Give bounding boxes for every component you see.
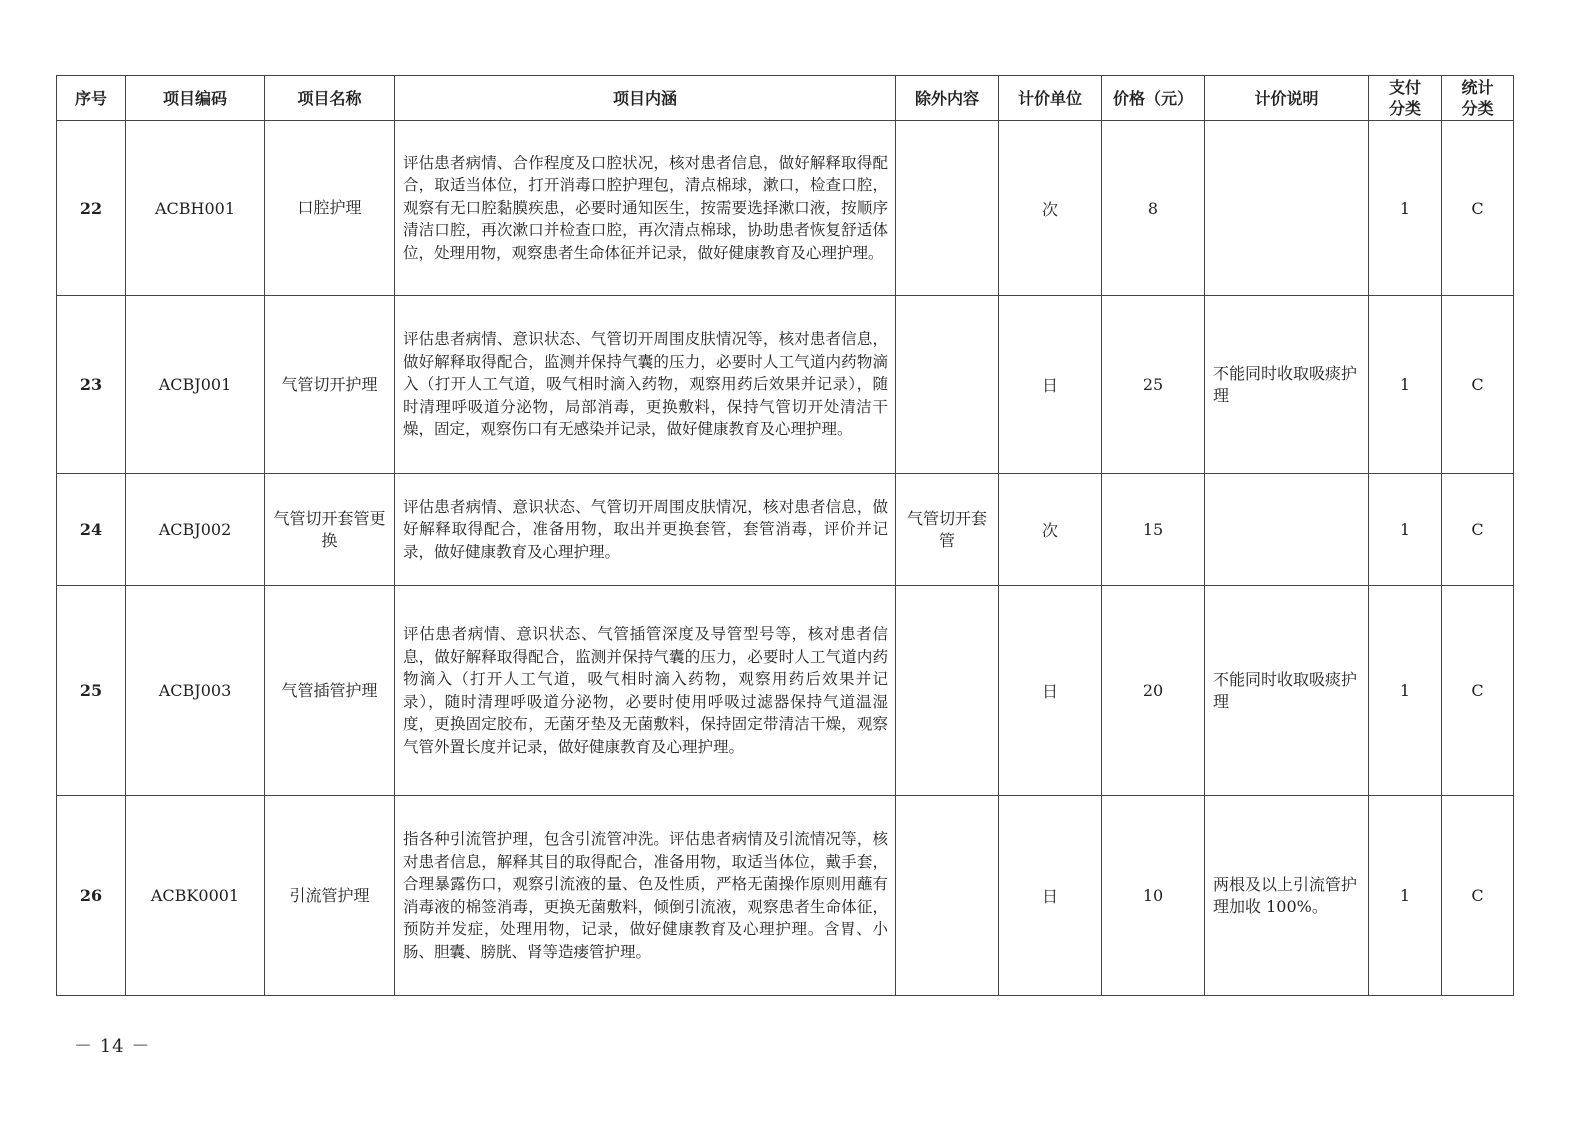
- row-no: 22: [57, 121, 126, 296]
- row-no: 24: [57, 474, 126, 586]
- row-name: 气管切开护理: [265, 296, 395, 474]
- row-pay: 1: [1369, 586, 1442, 796]
- row-exclusion: [896, 121, 999, 296]
- row-pay: 1: [1369, 121, 1442, 296]
- row-stat: C: [1442, 121, 1514, 296]
- header-content: 项目内涵: [395, 76, 896, 121]
- row-content: 指各种引流管护理，包含引流管冲洗。评估患者病情及引流情况等，核对患者信息，解释其目的取得配合，准备用物，取适当体位，戴手套，合理暴露伤口，观察引流液的量、色及性质，严格无菌操作原则用蘸有消毒液的棉签消毒，更换无菌敷料，倾倒引流液，观察患者生命体征，预防并发症，处理用物，记录，做好健康教育及心理护理。含胃、小肠、胆囊、膀胱、肾等造瘘管护理。: [395, 796, 896, 996]
- row-pay: 1: [1369, 796, 1442, 996]
- header-name: 项目名称: [265, 76, 395, 121]
- row-exclusion: [896, 796, 999, 996]
- row-unit: 次: [999, 474, 1102, 586]
- row-note: 不能同时收取吸痰护理: [1205, 296, 1369, 474]
- row-unit: 日: [999, 296, 1102, 474]
- row-content: 评估患者病情、合作程度及口腔状况，核对患者信息，做好解释取得配合，取适当体位，打开消毒口腔护理包，清点棉球，漱口，检查口腔，观察有无口腔黏膜疾患，必要时通知医生，按需要选择漱口液，按顺序清洁口腔，再次漱口并检查口腔，再次清点棉球，协助患者恢复舒适体位，处理用物，观察患者生命体征并记录，做好健康教育及心理护理。: [395, 121, 896, 296]
- table-row: [57, 796, 1514, 996]
- row-no: 23: [57, 296, 126, 474]
- header-code: 项目编码: [126, 76, 265, 121]
- price-table: [56, 75, 1514, 996]
- row-code: ACBH001: [126, 121, 265, 296]
- page-number: － 14 －: [74, 1036, 151, 1057]
- row-note: 两根及以上引流管护理加收 100%。: [1205, 796, 1369, 996]
- row-code: ACBJ003: [126, 586, 265, 796]
- row-note: 不能同时收取吸痰护理: [1205, 586, 1369, 796]
- header-price: 价格（元）: [1102, 76, 1205, 121]
- row-code: ACBK0001: [126, 796, 265, 996]
- row-unit: 次: [999, 121, 1102, 296]
- row-price: 20: [1102, 586, 1205, 796]
- header-exclusion: 除外内容: [896, 76, 999, 121]
- row-code: ACBJ002: [126, 474, 265, 586]
- row-pay: 1: [1369, 296, 1442, 474]
- table-row: [57, 296, 1514, 474]
- row-no: 25: [57, 586, 126, 796]
- row-name: 气管插管护理: [265, 586, 395, 796]
- table-row: [57, 121, 1514, 296]
- row-note: [1205, 121, 1369, 296]
- row-content: 评估患者病情、意识状态、气管切开周围皮肤情况等，核对患者信息，做好解释取得配合，监测并保持气囊的压力，必要时人工气道内药物滴入（打开人工气道，吸气相时滴入药物，观察用药后效果并记录），随时清理呼吸道分泌物，局部消毒，更换敷料，保持气管切开处清洁干燥，固定，观察伤口有无感染并记录，做好健康教育及心理护理。: [395, 296, 896, 474]
- row-exclusion: [896, 586, 999, 796]
- table-row: [57, 474, 1514, 586]
- header-unit: 计价单位: [999, 76, 1102, 121]
- row-name: 气管切开套管更换: [265, 474, 395, 586]
- row-content: 评估患者病情、意识状态、气管插管深度及导管型号等，核对患者信息，做好解释取得配合，监测并保持气囊的压力，必要时人工气道内药物滴入（打开人工气道，吸气相时滴入药物，观察用药后效果并记录），随时清理呼吸道分泌物，必要时使用呼吸过滤器保持气道温湿度，更换固定胶布，无菌牙垫及无菌敷料，保持固定带清洁干燥，观察气管外置长度并记录，做好健康教育及心理护理。: [395, 586, 896, 796]
- header-pay: 支付 分类: [1369, 76, 1442, 121]
- row-exclusion: 气管切开套管: [896, 474, 999, 586]
- header-stat: 统计 分类: [1442, 76, 1514, 121]
- row-exclusion: [896, 296, 999, 474]
- row-name: 口腔护理: [265, 121, 395, 296]
- row-price: 15: [1102, 474, 1205, 586]
- row-price: 25: [1102, 296, 1205, 474]
- row-price: 8: [1102, 121, 1205, 296]
- row-no: 26: [57, 796, 126, 996]
- row-stat: C: [1442, 586, 1514, 796]
- row-stat: C: [1442, 474, 1514, 586]
- header-row: [57, 76, 1514, 121]
- row-stat: C: [1442, 296, 1514, 474]
- row-code: ACBJ001: [126, 296, 265, 474]
- row-name: 引流管护理: [265, 796, 395, 996]
- table-row: [57, 586, 1514, 796]
- row-note: [1205, 474, 1369, 586]
- row-unit: 日: [999, 796, 1102, 996]
- header-no: 序号: [57, 76, 126, 121]
- row-unit: 日: [999, 586, 1102, 796]
- row-pay: 1: [1369, 474, 1442, 586]
- header-note: 计价说明: [1205, 76, 1369, 121]
- row-stat: C: [1442, 796, 1514, 996]
- row-content: 评估患者病情、意识状态、气管切开周围皮肤情况，核对患者信息，做好解释取得配合，准备用物，取出并更换套管，套管消毒，评价并记录，做好健康教育及心理护理。: [395, 474, 896, 586]
- row-price: 10: [1102, 796, 1205, 996]
